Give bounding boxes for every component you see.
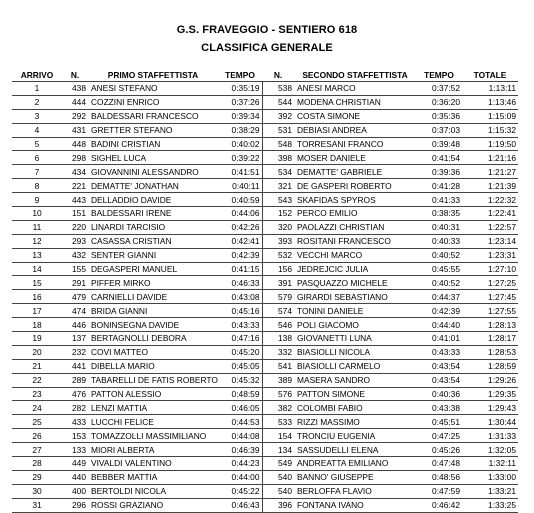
table-row — [12, 165, 518, 179]
bib-number-2-cell: 138 — [262, 332, 294, 346]
second-runner-cell: COLOMBI FABIO — [294, 401, 416, 415]
position-cell: 4 — [12, 123, 62, 137]
time-2-cell: 0:41:54 — [416, 151, 462, 165]
bib-number-1-cell: 433 — [62, 415, 88, 429]
bib-number-2-cell: 533 — [262, 415, 294, 429]
bib-number-1-cell: 153 — [62, 429, 88, 443]
total-time-cell: 1:33:21 — [462, 484, 518, 498]
total-time-cell: 1:22:41 — [462, 207, 518, 221]
time-2-cell: 0:40:52 — [416, 276, 462, 290]
position-cell: 29 — [12, 470, 62, 484]
second-runner-cell: BIASIOLLI NICOLA — [294, 345, 416, 359]
position-cell: 20 — [12, 345, 62, 359]
time-1-cell: 0:45:20 — [218, 345, 262, 359]
time-2-cell: 0:41:28 — [416, 179, 462, 193]
bib-number-1-cell: 220 — [62, 220, 88, 234]
time-1-cell: 0:41:15 — [218, 262, 262, 276]
table-row — [12, 415, 518, 429]
bib-number-1-cell: 400 — [62, 484, 88, 498]
second-runner-cell: TORRESANI FRANCO — [294, 137, 416, 151]
time-1-cell: 0:44:00 — [218, 470, 262, 484]
bib-number-1-cell: 446 — [62, 318, 88, 332]
position-cell: 17 — [12, 304, 62, 318]
bib-number-2-cell: 320 — [262, 220, 294, 234]
bib-number-1-cell: 292 — [62, 109, 88, 123]
bib-number-1-cell: 434 — [62, 165, 88, 179]
bib-number-2-cell: 576 — [262, 387, 294, 401]
first-runner-cell: LENZI MATTIA — [88, 401, 218, 415]
time-1-cell: 0:44:23 — [218, 457, 262, 471]
bib-number-1-cell: 440 — [62, 470, 88, 484]
time-2-cell: 0:35:36 — [416, 109, 462, 123]
time-2-cell: 0:40:31 — [416, 220, 462, 234]
time-1-cell: 0:42:41 — [218, 234, 262, 248]
table-row — [12, 318, 518, 332]
first-runner-cell: TOMAZZOLLI MASSIMILIANO — [88, 429, 218, 443]
bib-number-2-cell: 321 — [262, 179, 294, 193]
time-2-cell: 0:43:38 — [416, 401, 462, 415]
time-2-cell: 0:44:37 — [416, 290, 462, 304]
bib-number-2-cell: 389 — [262, 373, 294, 387]
time-1-cell: 0:45:16 — [218, 304, 262, 318]
table-row — [12, 498, 518, 512]
position-cell: 28 — [12, 457, 62, 471]
first-runner-cell: BALDESSARI FRANCESCO — [88, 109, 218, 123]
bib-number-1-cell: 232 — [62, 345, 88, 359]
table-row — [12, 484, 518, 498]
col-header-total: TOTALE — [462, 68, 518, 82]
time-2-cell: 0:45:26 — [416, 443, 462, 457]
bib-number-1-cell: 293 — [62, 234, 88, 248]
position-cell: 7 — [12, 165, 62, 179]
bib-number-2-cell: 579 — [262, 290, 294, 304]
bib-number-2-cell: 156 — [262, 262, 294, 276]
col-header-arrivo: ARRIVO — [12, 68, 62, 82]
second-runner-cell: DEMATTE' GABRIELE — [294, 165, 416, 179]
col-header-number-2: N. — [262, 68, 294, 82]
position-cell: 3 — [12, 109, 62, 123]
position-cell: 31 — [12, 498, 62, 512]
position-cell: 27 — [12, 443, 62, 457]
time-2-cell: 0:45:51 — [416, 415, 462, 429]
first-runner-cell: ROSSI GRAZIANO — [88, 498, 218, 512]
bib-number-1-cell: 449 — [62, 457, 88, 471]
table-row — [12, 262, 518, 276]
total-time-cell: 1:27:25 — [462, 276, 518, 290]
position-cell: 24 — [12, 401, 62, 415]
bib-number-2-cell: 540 — [262, 470, 294, 484]
bib-number-1-cell: 151 — [62, 207, 88, 221]
bib-number-2-cell: 398 — [262, 151, 294, 165]
total-time-cell: 1:32:11 — [462, 457, 518, 471]
table-row — [12, 332, 518, 346]
table-row — [12, 95, 518, 109]
time-1-cell: 0:47:16 — [218, 332, 262, 346]
time-2-cell: 0:40:33 — [416, 234, 462, 248]
time-1-cell: 0:42:26 — [218, 220, 262, 234]
second-runner-cell: ROSITANI FRANCESCO — [294, 234, 416, 248]
position-cell: 13 — [12, 248, 62, 262]
total-time-cell: 1:22:32 — [462, 193, 518, 207]
table-row — [12, 276, 518, 290]
time-1-cell: 0:44:06 — [218, 207, 262, 221]
bib-number-2-cell: 154 — [262, 429, 294, 443]
second-runner-cell: SKAFIDAS SPYROS — [294, 193, 416, 207]
second-runner-cell: JEDREJCIC JULIA — [294, 262, 416, 276]
position-cell: 1 — [12, 82, 62, 96]
position-cell: 16 — [12, 290, 62, 304]
table-row — [12, 109, 518, 123]
time-1-cell: 0:46:05 — [218, 401, 262, 415]
total-time-cell: 1:29:43 — [462, 401, 518, 415]
table-row — [12, 123, 518, 137]
second-runner-cell: RIZZI MASSIMO — [294, 415, 416, 429]
bib-number-2-cell: 543 — [262, 193, 294, 207]
second-runner-cell: SASSUDELLI ELENA — [294, 443, 416, 457]
document-title: G.S. FRAVEGGIO - SENTIERO 618 — [176, 24, 358, 36]
time-2-cell: 0:37:52 — [416, 82, 462, 96]
col-header-number-1: N. — [62, 68, 88, 82]
time-1-cell: 0:37:26 — [218, 95, 262, 109]
document-subtitle: CLASSIFICA GENERALE — [201, 42, 333, 54]
time-1-cell: 0:44:08 — [218, 429, 262, 443]
second-runner-cell: DE GASPERI ROBERTO — [294, 179, 416, 193]
position-cell: 11 — [12, 220, 62, 234]
total-time-cell: 1:21:27 — [462, 165, 518, 179]
total-time-cell: 1:23:14 — [462, 234, 518, 248]
table-row — [12, 220, 518, 234]
time-1-cell: 0:43:08 — [218, 290, 262, 304]
results-body — [12, 82, 518, 513]
second-runner-cell: TONINI DANIELE — [294, 304, 416, 318]
table-row — [12, 179, 518, 193]
first-runner-cell: GIOVANNINI ALESSANDRO — [88, 165, 218, 179]
bib-number-1-cell: 448 — [62, 137, 88, 151]
second-runner-cell: GIRARDI SEBASTIANO — [294, 290, 416, 304]
total-time-cell: 1:29:35 — [462, 387, 518, 401]
col-header-time-2: TEMPO — [416, 68, 462, 82]
bib-number-2-cell: 391 — [262, 276, 294, 290]
position-cell: 22 — [12, 373, 62, 387]
time-2-cell: 0:41:01 — [416, 332, 462, 346]
first-runner-cell: CARNIELLI DAVIDE — [88, 290, 218, 304]
position-cell: 21 — [12, 359, 62, 373]
bib-number-2-cell: 544 — [262, 95, 294, 109]
col-header-second-runner: SECONDO STAFFETTISTA — [294, 68, 416, 82]
time-1-cell: 0:41:51 — [218, 165, 262, 179]
time-1-cell: 0:44:53 — [218, 415, 262, 429]
first-runner-cell: DIBELLA MARIO — [88, 359, 218, 373]
total-time-cell: 1:27:55 — [462, 304, 518, 318]
second-runner-cell: TRONCIU EUGENIA — [294, 429, 416, 443]
time-1-cell: 0:45:22 — [218, 484, 262, 498]
time-1-cell: 0:39:22 — [218, 151, 262, 165]
table-row — [12, 137, 518, 151]
bib-number-2-cell: 393 — [262, 234, 294, 248]
bib-number-2-cell: 134 — [262, 443, 294, 457]
total-time-cell: 1:28:59 — [462, 359, 518, 373]
bib-number-2-cell: 531 — [262, 123, 294, 137]
time-2-cell: 0:48:56 — [416, 470, 462, 484]
first-runner-cell: PIFFER MIRKO — [88, 276, 218, 290]
position-cell: 18 — [12, 318, 62, 332]
time-1-cell: 0:48:59 — [218, 387, 262, 401]
first-runner-cell: CASASSA CRISTIAN — [88, 234, 218, 248]
total-time-cell: 1:28:53 — [462, 345, 518, 359]
table-row — [12, 401, 518, 415]
total-time-cell: 1:15:32 — [462, 123, 518, 137]
time-2-cell: 0:44:40 — [416, 318, 462, 332]
position-cell: 25 — [12, 415, 62, 429]
position-cell: 5 — [12, 137, 62, 151]
position-cell: 6 — [12, 151, 62, 165]
col-header-time-1: TEMPO — [218, 68, 262, 82]
position-cell: 19 — [12, 332, 62, 346]
total-time-cell: 1:15:09 — [462, 109, 518, 123]
position-cell: 2 — [12, 95, 62, 109]
first-runner-cell: DELLADDIO DAVIDE — [88, 193, 218, 207]
time-2-cell: 0:43:33 — [416, 345, 462, 359]
time-2-cell: 0:39:36 — [416, 165, 462, 179]
time-1-cell: 0:40:02 — [218, 137, 262, 151]
first-runner-cell: COZZINI ENRICO — [88, 95, 218, 109]
time-2-cell: 0:39:48 — [416, 137, 462, 151]
total-time-cell: 1:28:17 — [462, 332, 518, 346]
bib-number-2-cell: 540 — [262, 484, 294, 498]
first-runner-cell: ANESI STEFANO — [88, 82, 218, 96]
bib-number-2-cell: 538 — [262, 82, 294, 96]
table-row — [12, 207, 518, 221]
table-row — [12, 359, 518, 373]
table-row — [12, 304, 518, 318]
table-row — [12, 345, 518, 359]
total-time-cell: 1:28:13 — [462, 318, 518, 332]
position-cell: 9 — [12, 193, 62, 207]
bib-number-1-cell: 133 — [62, 443, 88, 457]
bib-number-1-cell: 479 — [62, 290, 88, 304]
time-1-cell: 0:40:11 — [218, 179, 262, 193]
total-time-cell: 1:29:26 — [462, 373, 518, 387]
bib-number-2-cell: 152 — [262, 207, 294, 221]
total-time-cell: 1:27:10 — [462, 262, 518, 276]
position-cell: 23 — [12, 387, 62, 401]
position-cell: 26 — [12, 429, 62, 443]
bib-number-2-cell: 574 — [262, 304, 294, 318]
second-runner-cell: BERLOFFA FLAVIO — [294, 484, 416, 498]
bib-number-2-cell: 534 — [262, 165, 294, 179]
first-runner-cell: BERTAGNOLLI DEBORA — [88, 332, 218, 346]
first-runner-cell: LUCCHI FELICE — [88, 415, 218, 429]
second-runner-cell: MOSER DANIELE — [294, 151, 416, 165]
bib-number-2-cell: 546 — [262, 318, 294, 332]
time-1-cell: 0:38:29 — [218, 123, 262, 137]
total-time-cell: 1:33:25 — [462, 498, 518, 512]
first-runner-cell: BADINI CRISTIAN — [88, 137, 218, 151]
bib-number-2-cell: 549 — [262, 457, 294, 471]
time-1-cell: 0:35:19 — [218, 82, 262, 96]
bib-number-2-cell: 392 — [262, 109, 294, 123]
total-time-cell: 1:33:00 — [462, 470, 518, 484]
bib-number-1-cell: 444 — [62, 95, 88, 109]
first-runner-cell: PATTON ALESSIO — [88, 387, 218, 401]
first-runner-cell: MIORI ALBERTA — [88, 443, 218, 457]
time-2-cell: 0:40:36 — [416, 387, 462, 401]
position-cell: 8 — [12, 179, 62, 193]
bib-number-2-cell: 332 — [262, 345, 294, 359]
time-2-cell: 0:47:25 — [416, 429, 462, 443]
total-time-cell: 1:23:31 — [462, 248, 518, 262]
second-runner-cell: FONTANA IVANO — [294, 498, 416, 512]
bib-number-1-cell: 291 — [62, 276, 88, 290]
first-runner-cell: DEGASPERI MANUEL — [88, 262, 218, 276]
bib-number-1-cell: 155 — [62, 262, 88, 276]
total-time-cell: 1:31:33 — [462, 429, 518, 443]
second-runner-cell: ANESI MARCO — [294, 82, 416, 96]
time-2-cell: 0:40:52 — [416, 248, 462, 262]
time-1-cell: 0:46:33 — [218, 276, 262, 290]
first-runner-cell: DEMATTE' JONATHAN — [88, 179, 218, 193]
table-row — [12, 443, 518, 457]
table-row — [12, 470, 518, 484]
table-header-row — [12, 68, 518, 82]
second-runner-cell: PATTON SIMONE — [294, 387, 416, 401]
total-time-cell: 1:13:46 — [462, 95, 518, 109]
total-time-cell: 1:27:45 — [462, 290, 518, 304]
table-row — [12, 429, 518, 443]
table-row — [12, 151, 518, 165]
time-1-cell: 0:45:32 — [218, 373, 262, 387]
total-time-cell: 1:13:11 — [462, 82, 518, 96]
bib-number-2-cell: 548 — [262, 137, 294, 151]
total-time-cell: 1:21:39 — [462, 179, 518, 193]
time-2-cell: 0:45:55 — [416, 262, 462, 276]
second-runner-cell: PAOLAZZI CHRISTIAN — [294, 220, 416, 234]
table-row — [12, 193, 518, 207]
second-runner-cell: POLI GIACOMO — [294, 318, 416, 332]
second-runner-cell: VECCHI MARCO — [294, 248, 416, 262]
bib-number-1-cell: 298 — [62, 151, 88, 165]
first-runner-cell: BONINSEGNA DAVIDE — [88, 318, 218, 332]
time-2-cell: 0:37:03 — [416, 123, 462, 137]
bib-number-1-cell: 296 — [62, 498, 88, 512]
second-runner-cell: PERCO EMILIO — [294, 207, 416, 221]
bib-number-1-cell: 474 — [62, 304, 88, 318]
table-row — [12, 387, 518, 401]
position-cell: 10 — [12, 207, 62, 221]
table-row — [12, 248, 518, 262]
second-runner-cell: DEBIASI ANDREA — [294, 123, 416, 137]
time-1-cell: 0:40:59 — [218, 193, 262, 207]
table-row — [12, 457, 518, 471]
second-runner-cell: MASERA SANDRO — [294, 373, 416, 387]
first-runner-cell: COVI MATTEO — [88, 345, 218, 359]
total-time-cell: 1:22:57 — [462, 220, 518, 234]
second-runner-cell: ANDREATTA EMILIANO — [294, 457, 416, 471]
second-runner-cell: BANNO' GIUSEPPE — [294, 470, 416, 484]
table-row — [12, 290, 518, 304]
position-cell: 15 — [12, 276, 62, 290]
time-2-cell: 0:41:33 — [416, 193, 462, 207]
time-2-cell: 0:38:35 — [416, 207, 462, 221]
time-2-cell: 0:36:20 — [416, 95, 462, 109]
first-runner-cell: BALDESSARI IRENE — [88, 207, 218, 221]
first-runner-cell: BEBBER MATTIA — [88, 470, 218, 484]
second-runner-cell: PASQUAZZO MICHELE — [294, 276, 416, 290]
time-2-cell: 0:46:42 — [416, 498, 462, 512]
first-runner-cell: GRETTER STEFANO — [88, 123, 218, 137]
total-time-cell: 1:21:16 — [462, 151, 518, 165]
bib-number-1-cell: 137 — [62, 332, 88, 346]
time-2-cell: 0:47:59 — [416, 484, 462, 498]
first-runner-cell: VIVALDI VALENTINO — [88, 457, 218, 471]
bib-number-1-cell: 438 — [62, 82, 88, 96]
first-runner-cell: SIGHEL LUCA — [88, 151, 218, 165]
bib-number-1-cell: 432 — [62, 248, 88, 262]
time-1-cell: 0:39:34 — [218, 109, 262, 123]
col-header-first-runner: PRIMO STAFFETTISTA — [88, 68, 218, 82]
time-2-cell: 0:43:54 — [416, 359, 462, 373]
time-1-cell: 0:46:43 — [218, 498, 262, 512]
bib-number-1-cell: 443 — [62, 193, 88, 207]
total-time-cell: 1:30:44 — [462, 415, 518, 429]
table-row — [12, 373, 518, 387]
position-cell: 30 — [12, 484, 62, 498]
bib-number-1-cell: 221 — [62, 179, 88, 193]
time-1-cell: 0:42:39 — [218, 248, 262, 262]
first-runner-cell: BRIDA GIANNI — [88, 304, 218, 318]
total-time-cell: 1:32:05 — [462, 443, 518, 457]
bib-number-2-cell: 541 — [262, 359, 294, 373]
bib-number-1-cell: 441 — [62, 359, 88, 373]
first-runner-cell: LINARDI TARCISIO — [88, 220, 218, 234]
time-1-cell: 0:43:33 — [218, 318, 262, 332]
bib-number-1-cell: 289 — [62, 373, 88, 387]
table-row — [12, 82, 518, 96]
time-2-cell: 0:47:48 — [416, 457, 462, 471]
bib-number-2-cell: 382 — [262, 401, 294, 415]
position-cell: 14 — [12, 262, 62, 276]
bib-number-1-cell: 431 — [62, 123, 88, 137]
bib-number-2-cell: 532 — [262, 248, 294, 262]
first-runner-cell: BERTOLDI NICOLA — [88, 484, 218, 498]
time-1-cell: 0:45:05 — [218, 359, 262, 373]
time-2-cell: 0:42:39 — [416, 304, 462, 318]
bib-number-1-cell: 476 — [62, 387, 88, 401]
time-1-cell: 0:46:39 — [218, 443, 262, 457]
second-runner-cell: GIOVANETTI LUNA — [294, 332, 416, 346]
second-runner-cell: MODENA CHRISTIAN — [294, 95, 416, 109]
first-runner-cell: SENTER GIANNI — [88, 248, 218, 262]
second-runner-cell: BIASIOLLI CARMELO — [294, 359, 416, 373]
time-2-cell: 0:43:54 — [416, 373, 462, 387]
table-row — [12, 234, 518, 248]
total-time-cell: 1:19:50 — [462, 137, 518, 151]
first-runner-cell: TABARELLI DE FATIS ROBERTO — [88, 373, 218, 387]
second-runner-cell: COSTA SIMONE — [294, 109, 416, 123]
position-cell: 12 — [12, 234, 62, 248]
results-table — [12, 68, 518, 513]
bib-number-2-cell: 396 — [262, 498, 294, 512]
bib-number-1-cell: 282 — [62, 401, 88, 415]
